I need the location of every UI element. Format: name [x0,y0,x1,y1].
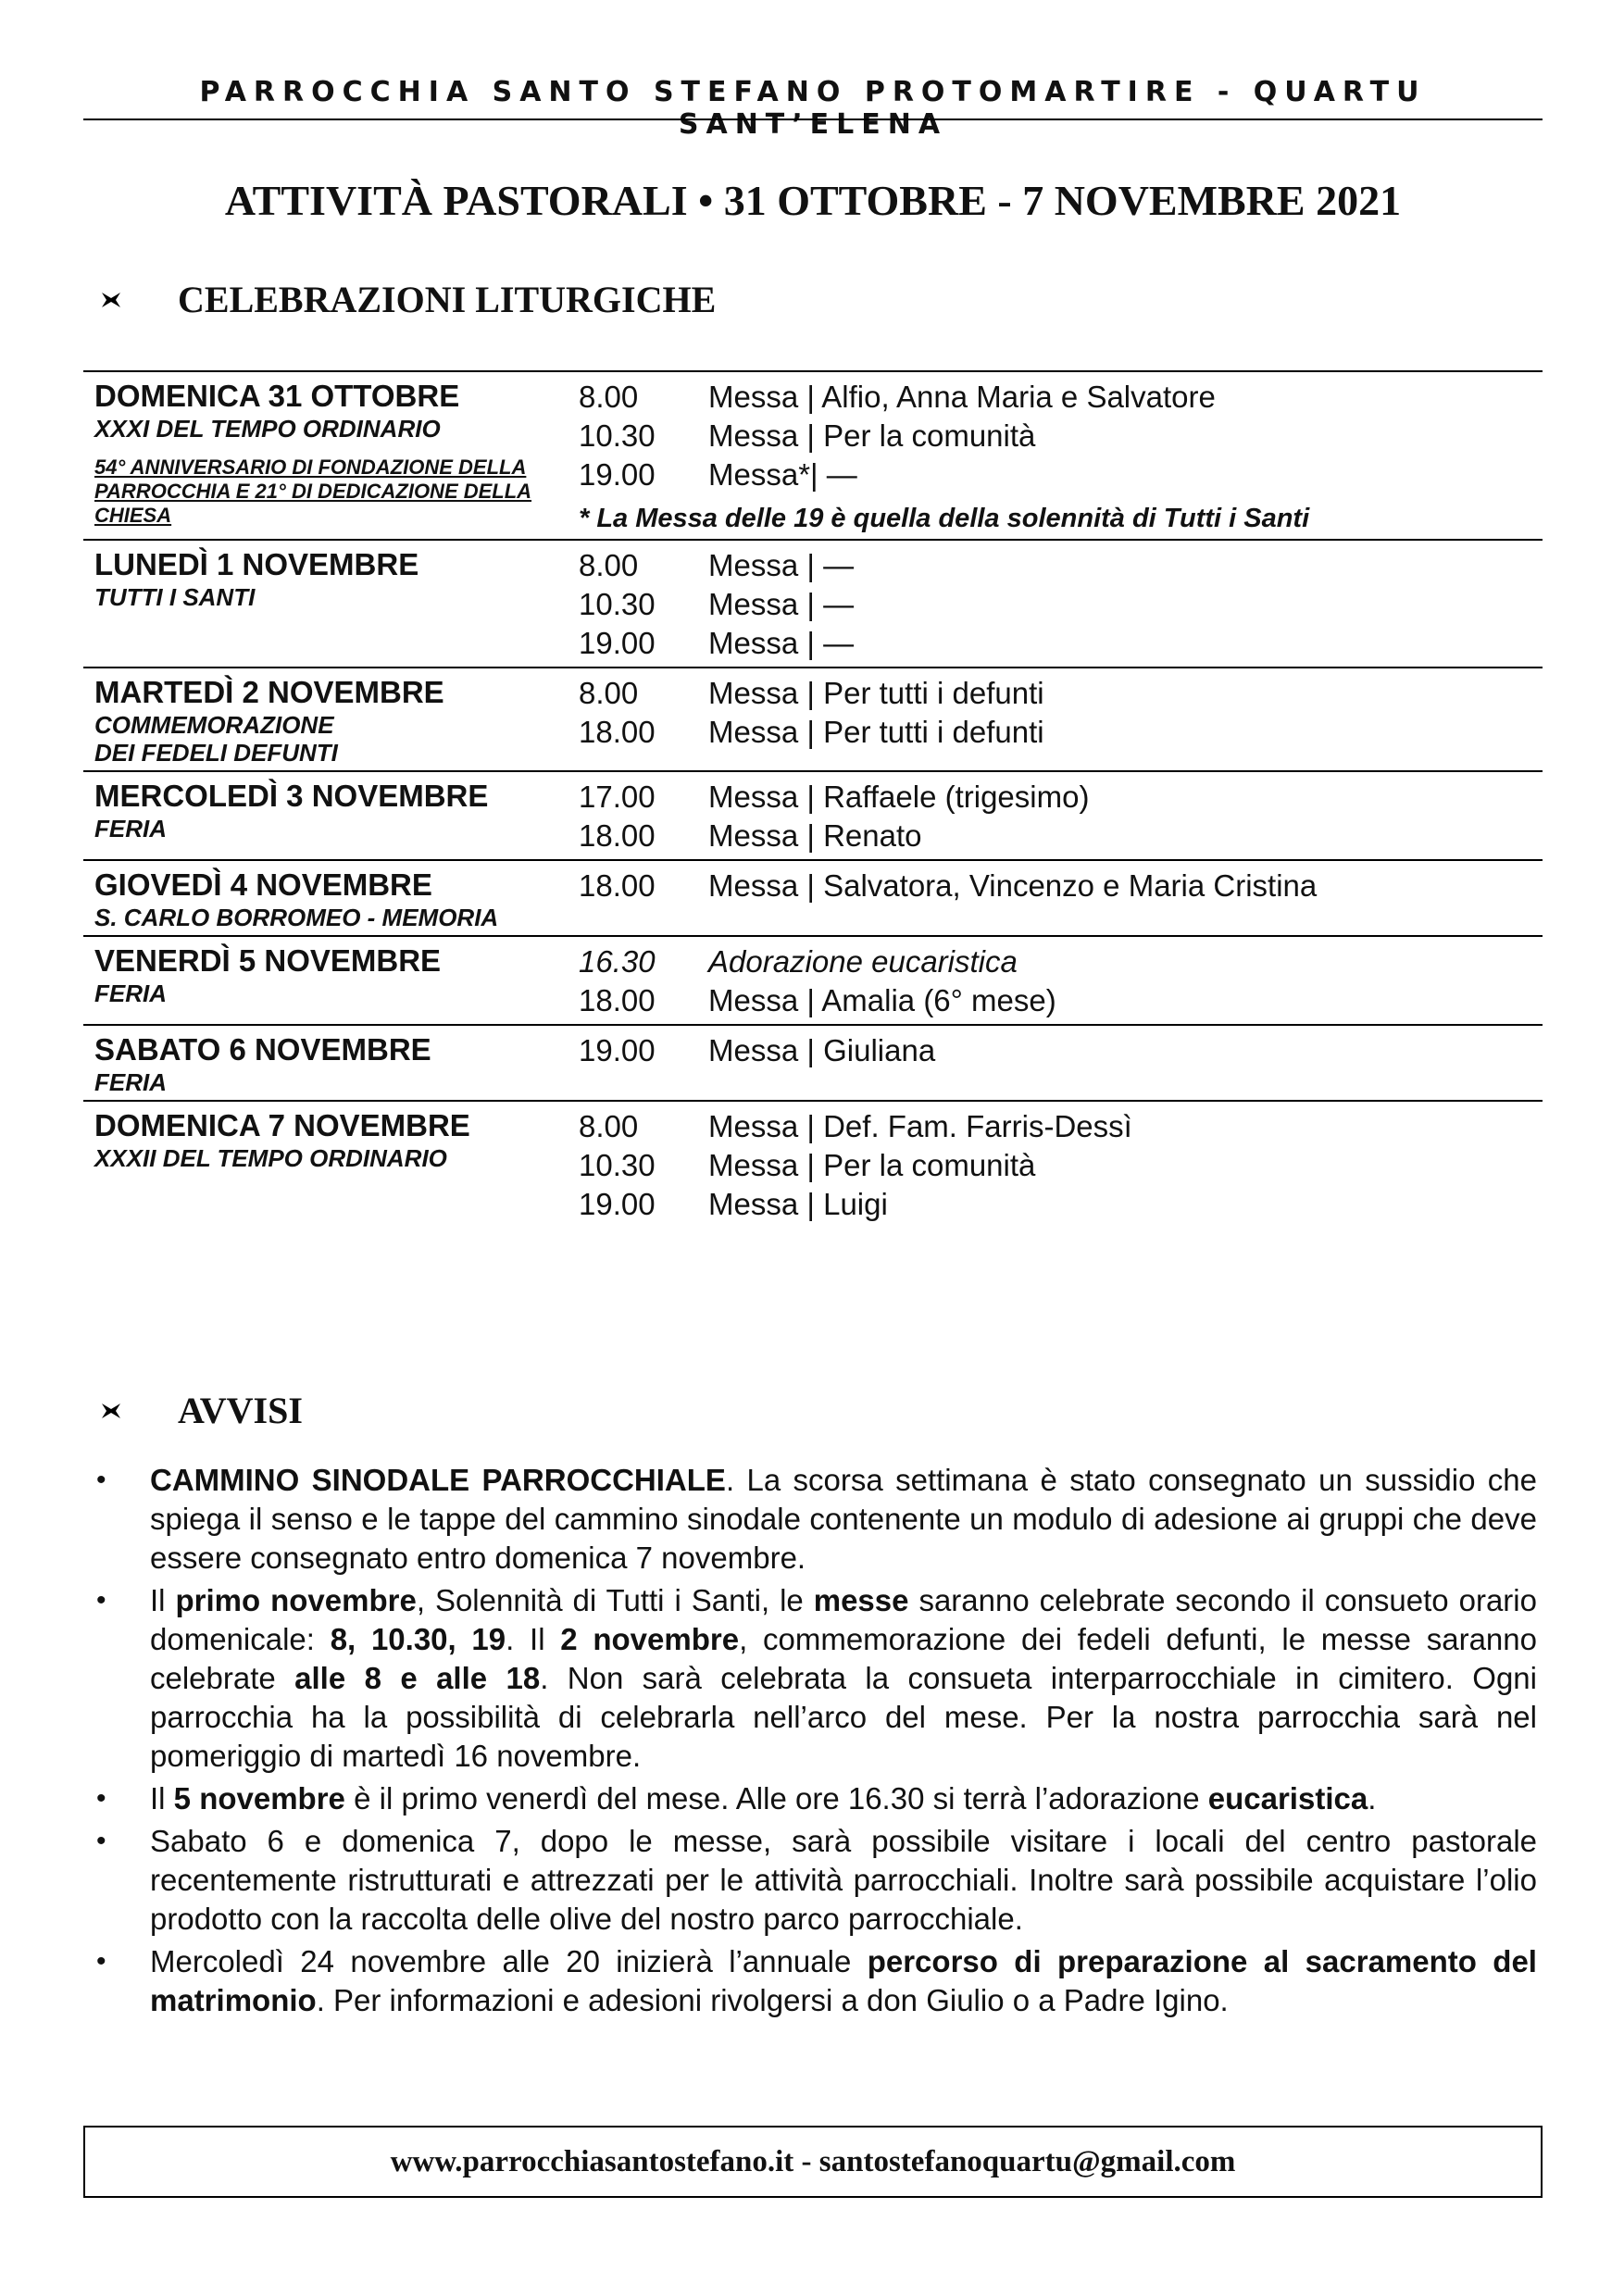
notice-item [93,1461,1537,1578]
mass-entry: 18.00 Messa | Renato [579,818,922,853]
day-subtitle: S. CARLO BORROMEO - MEMORIA [94,904,499,931]
notice-text: Mercoledì 24 novembre alle 20 inizierà l’annuale percorso di preparazione al sacramento del matrimonio. Per informazioni e adesioni rivolgersi a don Giulio o a Padre Igino. [150,1944,1537,2017]
day-name: VENERDÌ 5 NOVEMBRE [94,943,442,978]
notices-list [93,1461,1537,2024]
notice-item [93,1822,1537,1939]
day-name: DOMENICA 31 OTTOBRE [94,379,460,413]
day-subtitle: COMMEMORAZIONE [94,711,334,739]
mass-entry: 8.00 Messa | Alfio, Anna Maria e Salvatore [579,380,1216,414]
mass-entry: 19.00 Messa*| — [579,457,857,492]
day-subtitle: FERIA [94,980,167,1007]
day-name: MERCOLEDÌ 3 NOVEMBRE [94,779,489,813]
sparkle-cross-icon [100,1402,152,1420]
day-subtitle: FERIA [94,1068,167,1096]
section-liturgy-heading: CELEBRAZIONI LITURGICHE [100,278,716,321]
bullet-icon: • [96,1946,106,1977]
mass-entry: 18.00 Messa | Salvatora, Vincenzo e Maria Cristina [579,868,1318,903]
schedule-day-row [83,370,1543,539]
adoration-entry: 16.30 Adorazione eucaristica [579,944,1018,979]
mass-entry: 17.00 Messa | Raffaele (trigesimo) [579,780,1090,814]
mass-entry: 19.00 Messa | Giuliana [579,1033,936,1067]
day-subtitle: FERIA [94,815,167,842]
day-subtitle: DEI FEDELI DEFUNTI [94,739,338,767]
day-subtitle: XXXII DEL TEMPO ORDINARIO [94,1144,447,1172]
day-name: DOMENICA 7 NOVEMBRE [94,1108,470,1142]
mass-footnote: * La Messa delle 19 è quella della solennità di Tutti i Santi [579,504,1310,533]
schedule-day-row [83,935,1543,1024]
liturgy-schedule [83,370,1543,1228]
section-notices-heading: AVVISI [100,1389,303,1432]
mass-entry: 8.00 Messa | Def. Fam. Farris-Dessì [579,1109,1132,1143]
mass-entry: 19.00 Messa | Luigi [579,1187,888,1221]
notice-text: Il primo novembre, Solennità di Tutti i Santi, le messe saranno celebrate secondo il consueto orario domenicale: 8, 10.30, 19. Il 2 novembre, commemorazione dei fedeli defunti, le messe saranno celebrate alle 8 e alle 18. Non sarà celebrata la consueta interparrocchiale in cimitero. Ogni parrocchia ha la possibilità di celebrarla nell’arco del mese. Per la nostra parrocchia sarà nel pomeriggio di martedì 16 novembre. [150,1583,1537,1773]
schedule-day-row [83,1024,1543,1100]
notice-text: Sabato 6 e domenica 7, dopo le messe, sarà possibile visitare i locali del centro pastorale recentemente ristrutturati e attrezzati per le attività parrocchiali. Inoltre sarà possibile acquistare l’olio prodotto con la raccolta delle olive del nostro parco parrocchiale. [150,1824,1537,1936]
mass-entry: 8.00 Messa | — [579,548,855,582]
notice-item [93,1942,1537,2020]
bullet-icon: • [96,1826,106,1856]
sparkle-cross-icon [100,291,152,309]
day-name: LUNEDÌ 1 NOVEMBRE [94,547,419,581]
day-name: MARTEDÌ 2 NOVEMBRE [94,675,444,709]
contact-links: www.parrocchiasantostefano.it - santostefanoquartu@gmail.com [390,2144,1236,2178]
bullet-icon: • [96,1585,106,1616]
notice-text: Il 5 novembre è il primo venerdì del mese. Alle ore 16.30 si terrà l’adorazione eucaristica. [150,1781,1377,1816]
schedule-day-row [83,859,1543,935]
mass-entry: 10.30 Messa | Per la comunità [579,418,1036,453]
bullet-icon: • [96,1783,106,1814]
notice-text: CAMMINO SINODALE PARROCCHIALE. La scorsa settimana è stato consegnato un sussidio che spiega il senso e le tappe del cammino sinodale contenente un modulo di adesione ai gruppi che deve essere consegnato entro domenica 7 novembre. [150,1463,1538,1575]
mass-entry: 19.00 Messa | — [579,626,855,660]
mass-entry: 18.00 Messa | Amalia (6° mese) [579,983,1056,1017]
bullet-icon: • [96,1465,106,1495]
parish-header: PARROCCHIA SANTO STEFANO PROTOMARTIRE - QUARTU SANT’ELENA [199,76,1427,141]
mass-entry: 10.30 Messa | Per la comunità [579,1148,1036,1182]
schedule-day-row [83,1100,1543,1228]
notice-item [93,1779,1537,1818]
footer-contact [83,2126,1543,2198]
day-subtitle: XXXI DEL TEMPO ORDINARIO [94,415,441,443]
anniversary-note: 54° ANNIVERSARIO DI FONDAZIONE DELLA PARROCCHIA E 21° DI DEDICAZIONE DELLA CHIESA [94,455,532,527]
schedule-day-row [83,667,1543,770]
notice-item [93,1581,1537,1776]
header-divider [83,119,1543,120]
schedule-day-row [83,539,1543,667]
day-name: GIOVEDÌ 4 NOVEMBRE [94,867,432,902]
day-name: SABATO 6 NOVEMBRE [94,1032,431,1067]
mass-entry: 10.30 Messa | — [579,587,855,621]
schedule-day-row [83,770,1543,859]
mass-entry: 8.00 Messa | Per tutti i defunti [579,676,1044,710]
day-subtitle: TUTTI I SANTI [94,583,256,611]
page-title: ATTIVITÀ PASTORALI • 31 OTTOBRE - 7 NOVEMBRE 2021 [224,177,1402,224]
mass-entry: 18.00 Messa | Per tutti i defunti [579,715,1044,749]
